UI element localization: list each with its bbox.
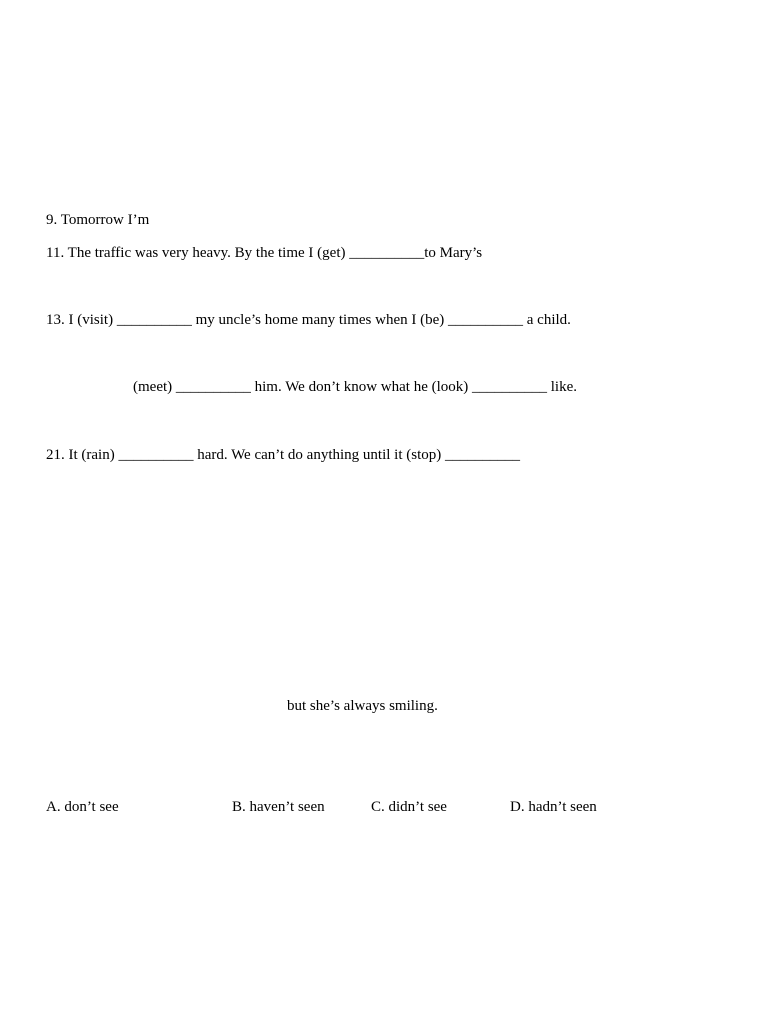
option-b: B. haven’t seen <box>232 799 325 815</box>
question-11-text: 11. The traffic was very heavy. By the time I (get) __________to Mary’s <box>46 245 483 261</box>
question-fragment-meet: (meet) __________ him. We don’t know what he (look) __________ like. <box>133 379 578 395</box>
option-a: A. don’t see <box>46 799 119 815</box>
question-13-text: 13. I (visit) __________ my uncle’s home many times when I (be) __________ a child. <box>46 312 571 328</box>
option-d: D. hadn’t seen <box>510 799 597 815</box>
option-c: C. didn’t see <box>371 799 447 815</box>
question-fragment-smiling: but she’s always smiling. <box>287 698 438 714</box>
question-9-text: 9. Tomorrow I’m <box>46 212 150 228</box>
question-21-text: 21. It (rain) __________ hard. We can’t do anything until it (stop) __________ <box>46 447 521 463</box>
